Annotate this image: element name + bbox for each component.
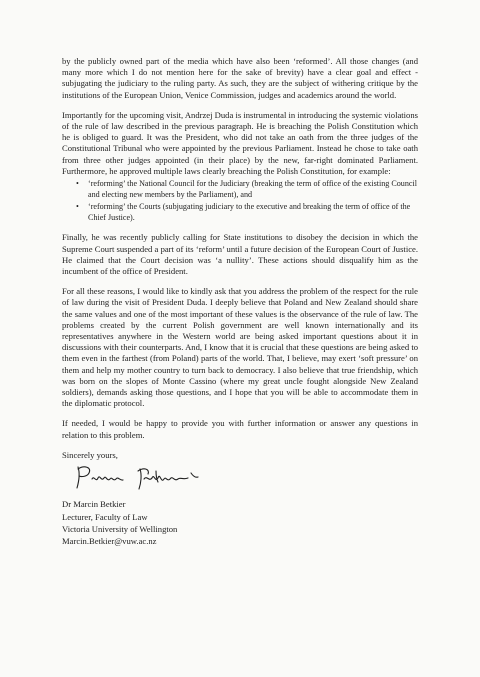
list-item <box>76 202 418 223</box>
paragraph-president-role: Importantly for the upcoming visit, Andrzej Duda is instrumental in introducing the systemic violations of the rule of law described in the previous paragraph. He is breaching the Polish Constitution which he is obliged to guard. It was the President, who did not take an oath from the three judges of the Constitutional Tribunal who were appointed by the previous Parliament. Instead he chose to take oath from three other judges appointed (in their place) by the new, far-right dominated Parliament. Furthermore, he approved multiple laws clearly breaching the Polish Constitution, for example: <box>62 109 418 176</box>
signatory-name: Dr Marcin Betkier <box>62 499 126 510</box>
letter-body <box>62 56 418 548</box>
bullet-icon: • <box>76 179 79 189</box>
signatory-institution: Victoria University of Wellington <box>62 524 178 535</box>
bullet-icon: • <box>76 202 79 212</box>
list-item <box>76 179 418 200</box>
paragraph-media-reforms: by the publicly owned part of the media which have also been ‘reformed’. All those changes (and many more which I do not mention here for the sake of brevity) have a clear goal and effect - subjugating the judiciary to the ruling party. As such, they are the subject of withering critique by the institutions of the European Union, Venice Commission, judges and academics around the world. <box>62 56 418 100</box>
signatory-position: Lecturer, Faculty of Law <box>62 511 148 522</box>
paragraph-request: For all these reasons, I would like to kindly ask that you address the problem of the respect for the rule of law during the visit of President Duda. I deeply believe that Poland and New Zealand should share the same values and one of the most important of these values is the observance of the rule of law. The problems created by the current Polish government are well known internationally and its representatives anywhere in the Western world are being asked important questions about it in discussions with their counterparts. And, I know that it is crucial that these questions are being asked to them even in the farthest (from Poland) parts of the world. That, I believe, may exert ‘soft pressure’ on them and help my mother country to turn back to democracy. I also believe that true friendship, which was born on the slopes of Monte Cassino (where my great uncle fought alongside New Zealand soldiers), demands asking those questions, and I hope that you will be able to accommodate them in the diplomatic protocol. <box>62 286 418 409</box>
paragraph-supreme-court: Finally, he was recently publicly calling for State institutions to disobey the decision in which the Supreme Court suspended a part of its ‘reform’ until a future decision of the European Court of Justice. He claimed that the Court decision was ‘a nullity’. These actions should disqualify him as the incumbent of the office of President. <box>62 232 418 277</box>
signatory-email: Marcin.Betkier@vuw.ac.nz <box>62 536 157 547</box>
examples-list <box>62 179 418 223</box>
handwritten-signature <box>70 461 210 495</box>
list-item-text: ‘reforming’ the Courts (subjugating judiciary to the executive and breaking the term of office of the Chief Justice). <box>88 202 411 222</box>
letter-closing: Sincerely yours, <box>62 449 118 460</box>
list-item-text: ‘reforming’ the National Council for the Judiciary (breaking the term of office of the existing Council and electing new members by the Parliament), and <box>88 179 417 199</box>
paragraph-offer-info: If needed, I would be happy to provide you with further information or answer any questions in relation to this problem. <box>62 418 418 440</box>
